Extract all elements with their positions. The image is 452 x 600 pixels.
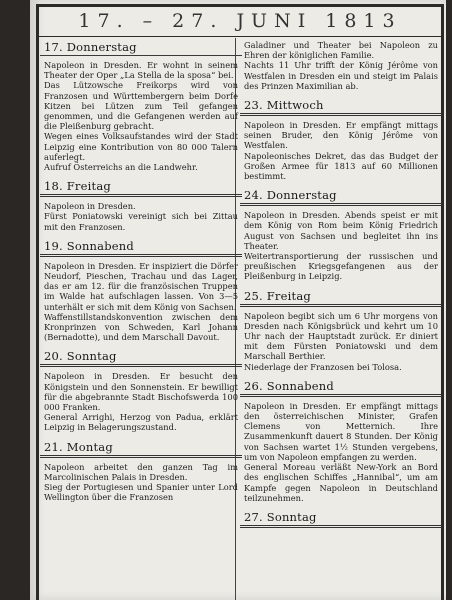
- day-title: 23. Mittwoch: [240, 96, 442, 116]
- right-column: [240, 38, 442, 537]
- day-text: Napoleon in Dresden. Er inspiziert die Dörfer Neudorf, Pieschen, Trachau und das Lager, das er am 12. für die französischen Truppen im Walde hat aufschlagen lassen. Von 3—5 unterhält er sich mit dem König von Sachsen. Waffenstillstandskonvention zwischen dem Kronprinzen von Schweden, Karl Johann (Bernadotte), und dem Marschall Davout.: [44, 260, 238, 343]
- day-entry-27: [240, 508, 442, 537]
- day-text: Napoleon in Dresden. Er empfängt mittags seinen Bruder, den König Jérôme von Westfalen. Napoleonisches Dekret, das das Budget der Großen Armee für 1813 auf 60 Millionen bestimmt.: [244, 120, 438, 182]
- day-entry-23: [240, 96, 442, 186]
- day-entry-26: [240, 377, 442, 508]
- day-title: 24. Donnerstag: [240, 186, 442, 206]
- day-title: 25. Freitag: [240, 287, 442, 307]
- day-text: Napoleon in Dresden. Er empfängt mittags den österreichischen Minister, Grafen Clemens von Metternich. Ihre Zusammenkunft dauert 8 Stunden. Der König von Sachsen wartet 1½ Stunden vergebens, um von Napoleon empfangen zu werden. General Moreau verläßt New-York an Bord des englischen Schiffes „Hannibal“, um am Kampfe gegen Napoleon in Deutschland teilzunehmen.: [244, 400, 438, 503]
- left-column: [40, 38, 242, 508]
- day-entry-19: [40, 237, 242, 348]
- day-title: 18. Freitag: [40, 177, 242, 197]
- day-title: 26. Sonnabend: [240, 377, 442, 397]
- day-entry-17: [40, 38, 242, 177]
- day-title: 27. Sonntag: [240, 508, 442, 528]
- day-entry-21: [40, 438, 242, 508]
- day-entry-20: [40, 347, 242, 437]
- day-entry-18: [40, 177, 242, 237]
- continued-text: Galadiner und Theater bei Napoleon zu Ehren der königlichen Familie. Nachts 11 Uhr trifft der König Jérôme von Westfalen in Dresden ein und steigt im Palais des Prinzen Maximilian ab.: [244, 40, 438, 91]
- header-rule: [36, 36, 444, 37]
- day-text: Napoleon begibt sich um 6 Uhr morgens von Dresden nach Königsbrück und kehrt um 10 Uhr nach der Hauptstadt zurück. Er diniert mit dem Fürsten Poniatowski und dem Marschall Berthier. Niederlage der Franzosen bei Tolosa.: [244, 310, 438, 372]
- day-text: Napoleon in Dresden. Abends speist er mit dem König von Rom beim König Friedrich August von Sachsen und begleitet ihn ins Theater. Weitertransportierung der russischen und preußischen Kriegsgefangenen aus der Pleißenburg in Leipzig.: [244, 210, 438, 282]
- day-entry-25: [240, 287, 442, 377]
- day-title: 20. Sonntag: [40, 347, 242, 367]
- day-entry-24: [240, 186, 442, 286]
- day-title: 17. Donnerstag: [40, 38, 242, 56]
- day-title: 21. Montag: [40, 438, 242, 458]
- day-text: [240, 528, 442, 537]
- day-text: Napoleon in Dresden. Er besucht den Königstein und den Sonnenstein. Er bewilligt für die abgebrannte Stadt Bischofswerda 100 000 Franken. General Arrighi, Herzog von Padua, erklärt Leipzig in Belagerungszustand.: [44, 371, 238, 433]
- page-header: 17. – 27. JUNI 1813: [78, 10, 402, 32]
- day-text: Napoleon arbeitet den ganzen Tag im Marcolinischen Palais in Dresden. Sieg der Portugiesen und Spanier unter Lord Wellington über die Franzosen: [44, 461, 238, 503]
- day-text: Napoleon in Dresden. Fürst Poniatowski vereinigt sich bei Zittau mit den Franzosen.: [44, 201, 238, 232]
- day-text: Napoleon in Dresden. Er wohnt in seinem Theater der Oper „La Stella de la sposa“ bei. Das Lützowsche Freikorps wird von Franzosen und Württembergern beim Dorfe Kitzen bei Lützen zum Teil gefangen genommen, und die Gefangenen werden auf die Pleißenburg gebracht. Wegen eines Volksaufstandes wird der Stadt Leipzig eine Kontribution von 80 000 Talern auferlegt. Aufruf Österreichs an die Landwehr.: [44, 60, 238, 173]
- day-title: 19. Sonnabend: [40, 237, 242, 257]
- calendar-page: [30, 0, 446, 600]
